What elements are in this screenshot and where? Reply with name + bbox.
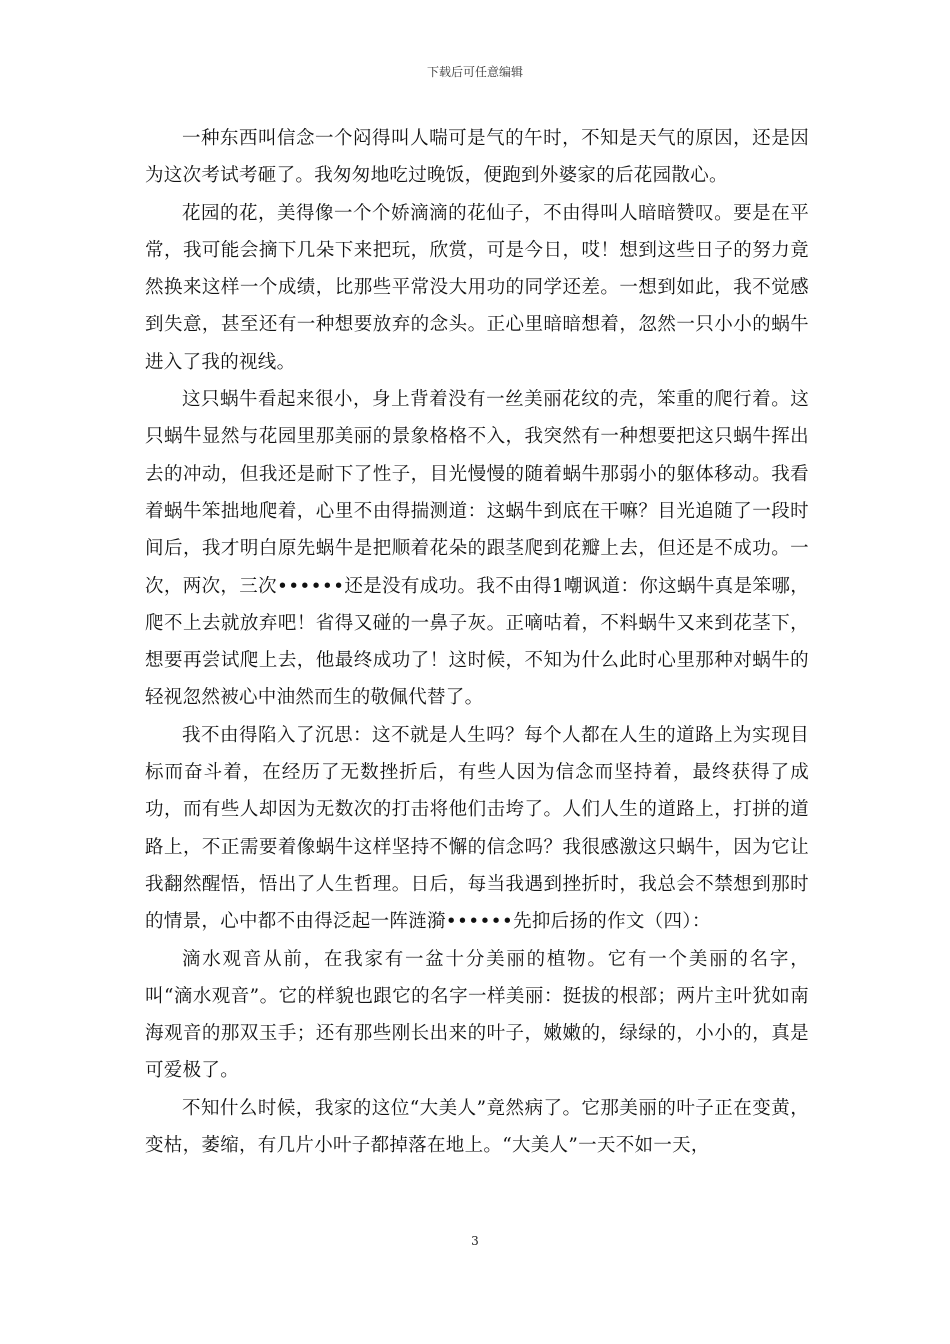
paragraph-1: 一种东西叫信念一个闷得叫人喘可是气的午时，不知是天气的原因，还是因为这次考试考砸了。我匆匆地吃过晚饭，便跑到外婆家的后花园散心。 bbox=[145, 128, 809, 187]
paragraph-3: 这只蜗牛看起来很小，身上背着没有一丝美丽花纹的壳，笨重的爬行着。这只蜗牛显然与花园里那美丽的景象格格不入，我突然有一种想要把这只蜗牛挥出去的冲动，但我还是耐下了性子，目光慢慢的随着蜗牛那弱小的躯体移动。我看着蜗牛笨拙地爬着，心里不由得揣测道：这蜗牛到底在干嘛？目光追随了一段时间后，我才明白原先蜗牛是把顺着花朵的跟茎爬到花瓣上去，但还是不成功。一次，两次，三次••••••还是没有成功。我不由得1嘲讽道：你这蜗牛真是笨哪，爬不上去就放弃吧！省得又碰的一鼻子灰。正嘀咕着，不料蜗牛又来到花茎下，想要再尝试爬上去，他最终成功了！这时候，不知为什么此时心里那种对蜗牛的轻视忽然被心中油然而生的敬佩代替了。 bbox=[145, 389, 809, 709]
page-header: 下载后可任意编辑 bbox=[426, 65, 523, 79]
paragraph-6: 不知什么时候，我家的这位“大美人”竟然病了。它那美丽的叶子正在变黄，变枯，萎缩，有几片小叶子都掉落在地上。“大美人”一天不如一天， bbox=[145, 1097, 809, 1157]
document-body bbox=[145, 120, 809, 1164]
page-number: 3 bbox=[471, 1234, 479, 1248]
paragraph-5: 滴水观音从前，在我家有一盆十分美丽的植物。它有一个美丽的名字，叫“滴水观音”。它的样貌也跟它的名字一样美丽：挺拔的根部；两片主叶犹如南海观音的那双玉手；还有那些刚长出来的叶子，嫩嫩的，绿绿的，小小的，真是可爱极了。 bbox=[145, 948, 809, 1082]
paragraph-2: 花园的花，美得像一个个娇滴滴的花仙子，不由得叫人暗暗赞叹。要是在平常，我可能会摘下几朵下来把玩，欣赏，可是今日，哎！想到这些日子的努力竟然换来这样一个成绩，比那些平常没大用功的同学还差。一想到如此，我不觉感到失意，甚至还有一种想要放弃的念头。正心里暗暗想着，忽然一只小小的蜗牛进入了我的视线。 bbox=[145, 202, 809, 373]
paragraph-4: 我不由得陷入了沉思：这不就是人生吗？每个人都在人生的道路上为实现目标而奋斗着，在经历了无数挫折后，有些人因为信念而坚持着，最终获得了成功，而有些人却因为无数次的打击将他们击垮了。人们人生的道路上，打拼的道路上，不正需要着像蜗牛这样坚持不懈的信念吗？我很感激这只蜗牛，因为它让我翻然醒悟，悟出了人生哲理。日后，每当我遇到挫折时，我总会不禁想到那时的情景，心中都不由得泛起一阵涟漪••••••先抑后扬的作文（四）： bbox=[145, 724, 809, 933]
